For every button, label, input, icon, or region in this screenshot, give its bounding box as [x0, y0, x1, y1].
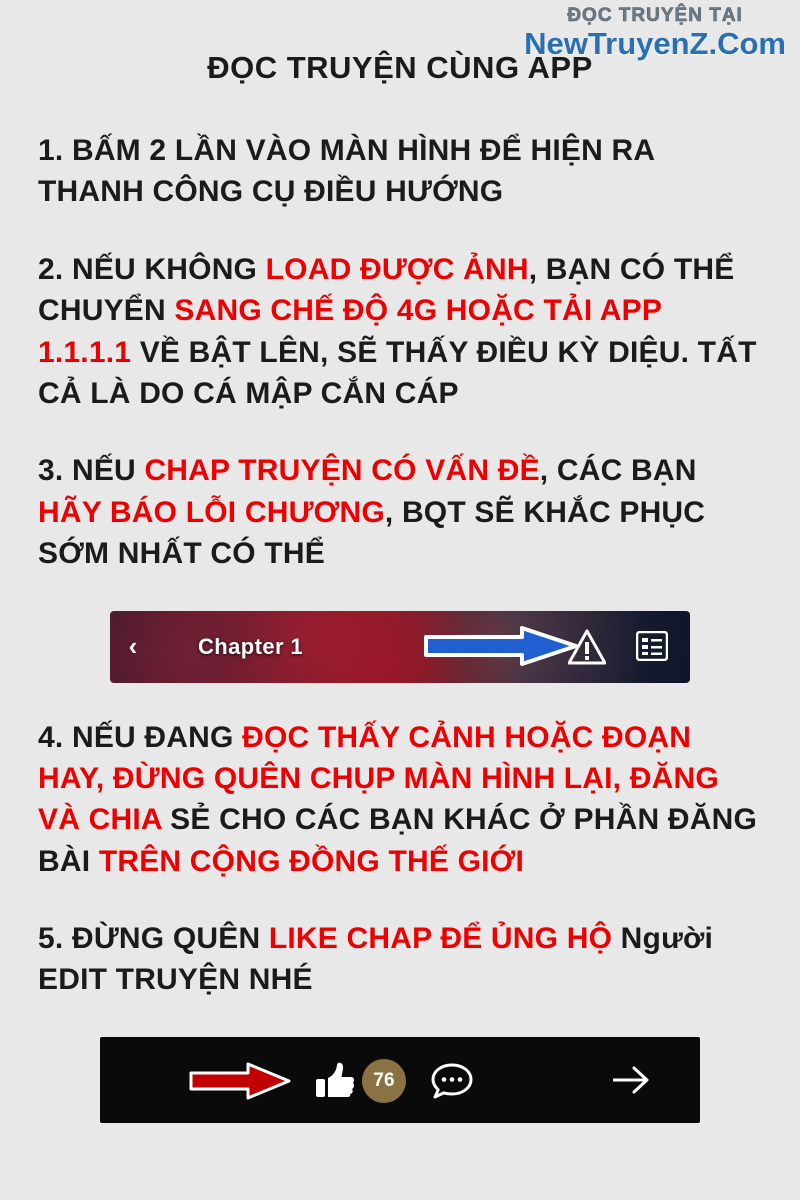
instruction-2-seg-5: VỀ BẬT LÊN, SẼ THẤY ĐIỀU KỲ DIỆU. TẤT CẢ LÀ DO CÁ MẬP CẮN CÁP	[38, 335, 757, 410]
instruction-4-seg-2: ĐỌC THẤY CẢNH HOẶC ĐOẠN HAY, ĐỪNG QUÊN CHỤP MÀN HÌNH LẠI, ĐĂNG VÀ CHIA	[38, 720, 719, 837]
instruction-item-4	[38, 717, 762, 883]
instruction-item-3	[38, 450, 762, 574]
blue-right-arrow-icon	[422, 625, 580, 667]
site-watermark	[524, 6, 786, 60]
instruction-4-seg-4: TRÊN CỘNG ĐỒNG THẾ GIỚI	[98, 844, 525, 878]
instruction-5-seg-1: 5. ĐỪNG QUÊN	[38, 922, 269, 956]
instruction-1-text: 1. BẤM 2 LẦN VÀO MÀN HÌNH ĐỂ HIỆN RA THANH CÔNG CỤ ĐIỀU HƯỚNG	[38, 134, 655, 209]
instruction-2-seg-1: 2. NẾU KHÔNG	[38, 252, 266, 286]
red-right-arrow-icon	[188, 1061, 292, 1101]
comment-bubble-icon[interactable]	[430, 1061, 474, 1101]
instruction-3-seg-5: , BQT SẼ KHẮC PHỤC SỚM NHẤT CÓ THỂ	[38, 495, 706, 571]
instruction-3-seg-4: HÃY BÁO LỖI CHƯƠNG	[38, 495, 385, 529]
watermark-line-1: ĐỌC TRUYỆN TẠI	[567, 5, 743, 26]
instruction-item-2	[38, 249, 762, 415]
instruction-2-seg-2: LOAD ĐƯỢC ẢNH	[265, 252, 529, 286]
instruction-3-seg-3: , CÁC BẠN	[539, 454, 697, 488]
list-icon[interactable]	[636, 631, 668, 661]
instruction-2-seg-4: SANG CHẾ ĐỘ 4G HOẶC TẢI APP 1.1.1.1	[38, 294, 662, 369]
instruction-3-seg-1: 3. NẾU	[38, 454, 145, 488]
chapter-bar	[110, 611, 690, 683]
instruction-2-seg-3: , BẠN CÓ THỂ CHUYỂN	[38, 252, 735, 328]
instruction-list	[0, 130, 800, 1123]
back-icon[interactable]: ‹	[128, 631, 138, 662]
thumbs-up-icon[interactable]	[312, 1059, 356, 1103]
next-arrow-icon[interactable]	[610, 1063, 652, 1097]
instruction-item-1	[38, 130, 762, 213]
instruction-item-5	[38, 918, 762, 1001]
chapter-bar-figure	[38, 611, 762, 683]
instruction-3-seg-2: CHAP TRUYỆN CÓ VẤN ĐỀ	[144, 454, 540, 488]
instruction-5-seg-2: LIKE CHAP ĐỂ ỦNG HỘ	[268, 922, 613, 956]
bottom-bar	[100, 1037, 700, 1123]
like-count-badge: 76	[362, 1059, 406, 1103]
warning-triangle-icon[interactable]	[568, 629, 606, 665]
instruction-4-seg-1: 4. NẾU ĐANG	[38, 720, 243, 754]
page-title: ĐỌC TRUYỆN CÙNG APP	[207, 50, 593, 85]
watermark-line-2: NewTruyenZ.Com	[524, 25, 786, 61]
chapter-title: Chapter 1	[198, 633, 304, 659]
instruction-4-seg-3: SẺ CHO CÁC BẠN KHÁC Ở PHẦN ĐĂNG BÀI	[38, 803, 757, 878]
instruction-5-seg-3: Người EDIT TRUYỆN NHÉ	[38, 922, 714, 997]
bottom-bar-figure	[38, 1037, 762, 1123]
